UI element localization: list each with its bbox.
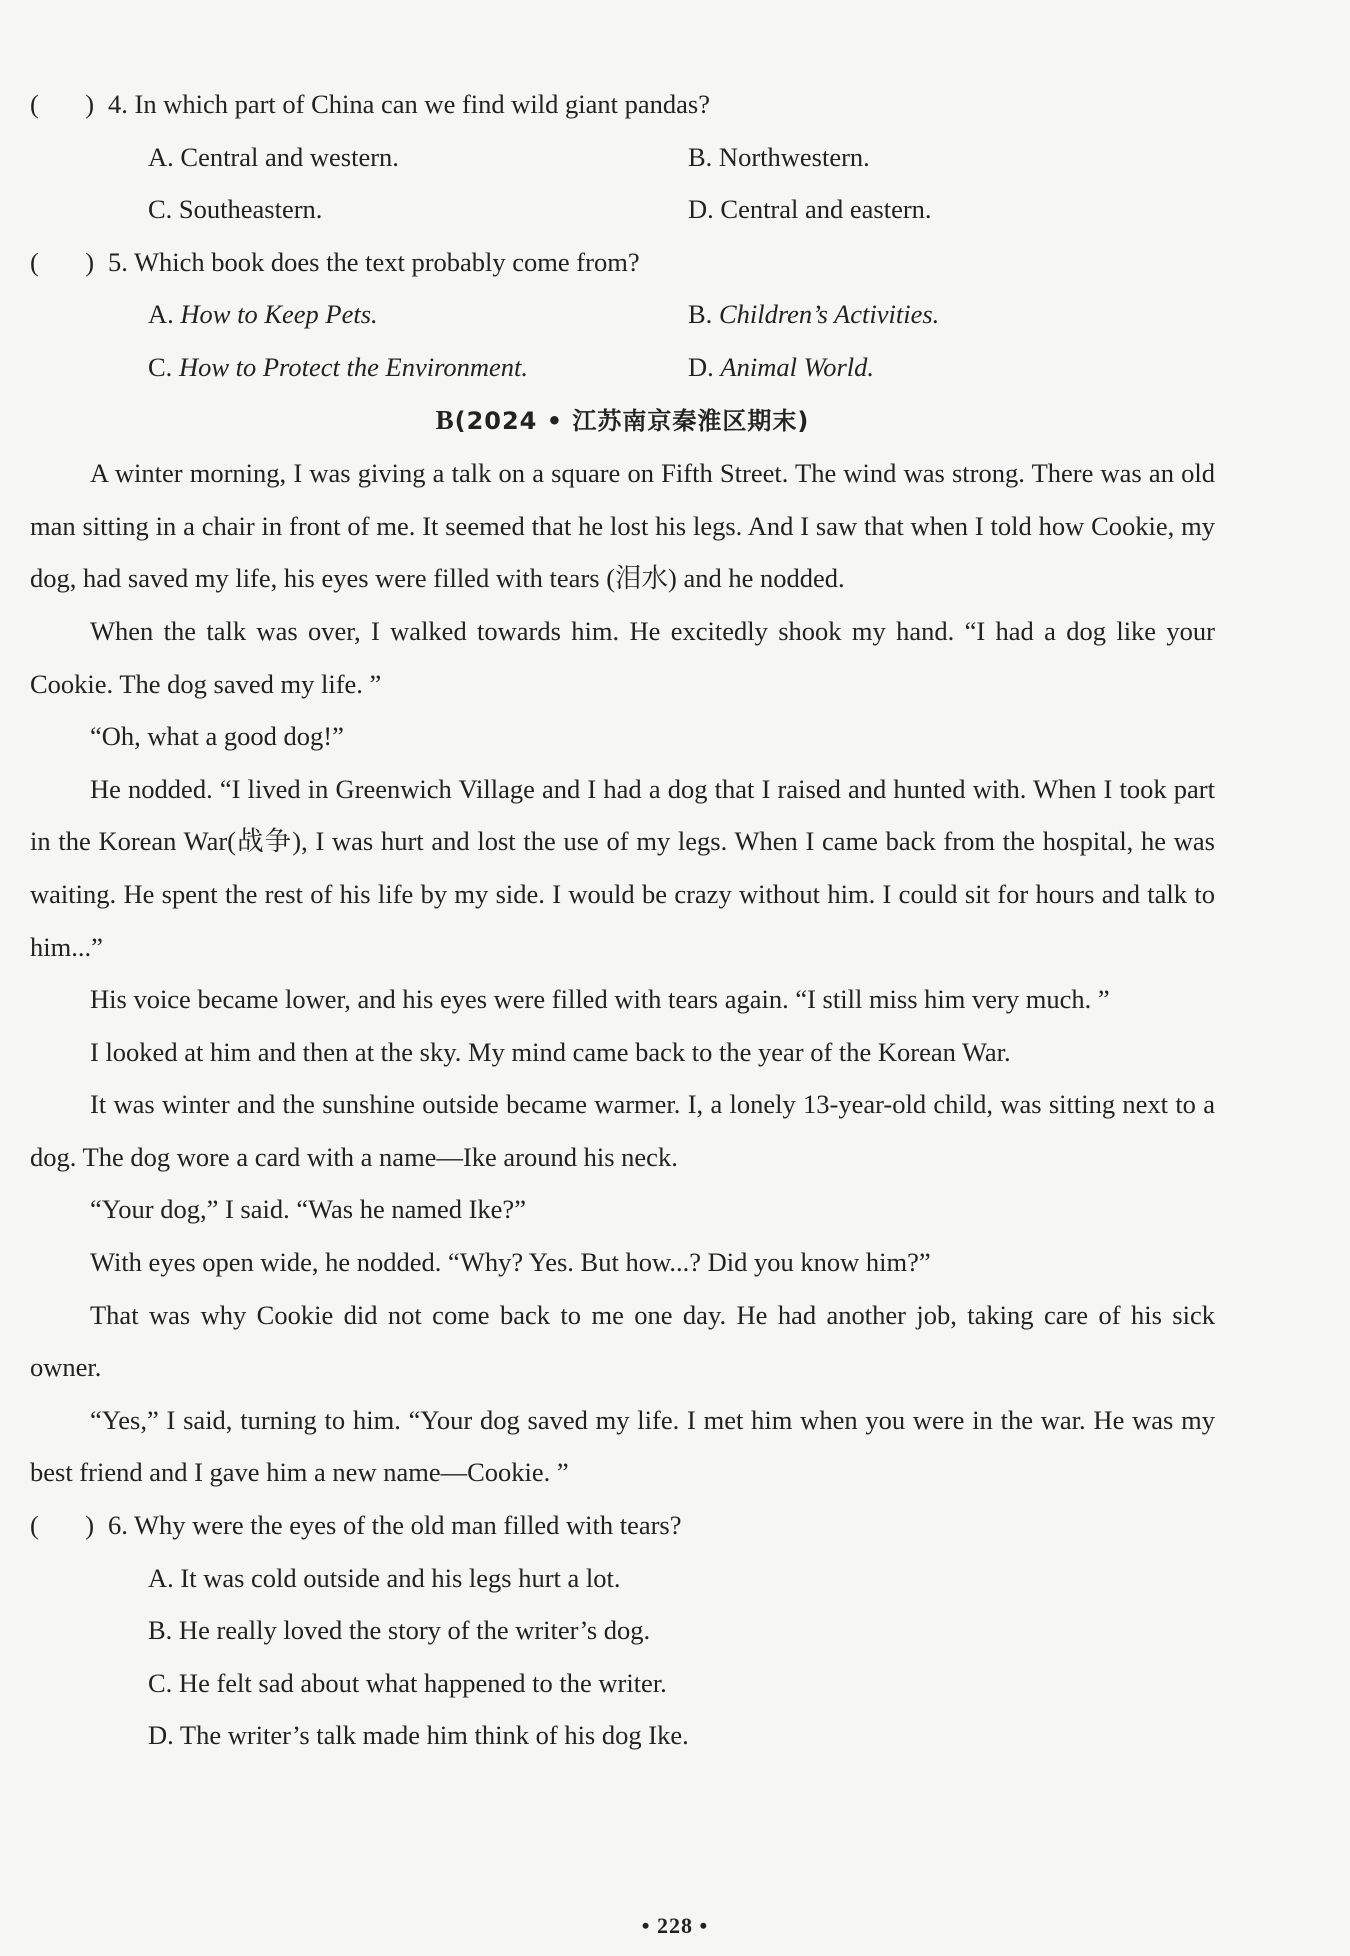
passage-paragraph: I looked at him and then at the sky. My mind came back to the year of the Korean War. bbox=[90, 1036, 1011, 1067]
passage-paragraph: “Oh, what a good dog!” bbox=[90, 721, 344, 752]
question-6 bbox=[30, 1499, 1215, 1552]
answer-blank[interactable]: ( ) bbox=[30, 246, 95, 277]
option-b[interactable] bbox=[688, 288, 1215, 341]
question-5 bbox=[30, 236, 1215, 289]
passage-paragraph: “Yes,” I said, turning to him. “Your dog saved my life. I met him when you were in the war. He was my best friend and I gave him a new name—Cookie. ” bbox=[30, 1404, 1215, 1488]
option-letter: A. bbox=[148, 299, 181, 330]
passage-paragraph: With eyes open wide, he nodded. “Why? Yes. But how...? Did you know him?” bbox=[90, 1247, 931, 1278]
option-a[interactable]: A. It was cold outside and his legs hurt a lot. bbox=[148, 1562, 621, 1593]
passage-paragraph: He nodded. “I lived in Greenwich Village and I had a dog that I raised and hunted with. When I took part in the Korean War(战争), I was hurt and lost the use of my legs. When I came back from the hospital, he was waiting. He spent the rest of his life by my side. I would be crazy without him. I could sit for hours and talk to him...” bbox=[30, 773, 1215, 962]
passage-paragraph: That was why Cookie did not come back to me one day. He had another job, taking care of his sick owner. bbox=[30, 1299, 1215, 1383]
option-text: How to Protect the Environment. bbox=[178, 351, 529, 382]
passage-paragraph: When the talk was over, I walked towards him. He excitedly shook my hand. “I had a dog like your Cookie. The dog saved my life. ” bbox=[30, 615, 1215, 699]
option-d[interactable]: D. The writer’s talk made him think of his dog Ike. bbox=[148, 1720, 689, 1751]
question-4 bbox=[30, 78, 1215, 131]
passage-paragraph: His voice became lower, and his eyes were filled with tears again. “I still miss him very much. ” bbox=[90, 984, 1110, 1015]
option-c[interactable]: C. Southeastern. bbox=[148, 194, 323, 225]
options-row bbox=[30, 288, 1215, 341]
section-letter: B bbox=[435, 404, 455, 435]
options-row bbox=[30, 183, 1215, 236]
options-row bbox=[30, 131, 1215, 184]
question-stem: 4. In which part of China can we find wild giant pandas? bbox=[108, 89, 710, 119]
option-d[interactable] bbox=[688, 341, 1215, 394]
answer-blank[interactable]: ( ) bbox=[30, 89, 95, 119]
option-a[interactable] bbox=[148, 288, 688, 341]
option-text: How to Keep Pets. bbox=[180, 299, 378, 330]
page-number: • 228 • bbox=[641, 1913, 709, 1938]
option-b[interactable]: B. He really loved the story of the writer’s dog. bbox=[148, 1615, 651, 1646]
section-source: (2024 • 江苏南京秦淮区期末) bbox=[454, 406, 810, 435]
option-b[interactable]: B. Northwestern. bbox=[688, 141, 870, 172]
option-letter: C. bbox=[148, 351, 179, 382]
option-letter: B. bbox=[688, 299, 719, 330]
document-page bbox=[30, 78, 1215, 1762]
question-stem: 5. Which book does the text probably come from? bbox=[108, 246, 640, 277]
option-text: Children’s Activities. bbox=[718, 299, 940, 330]
passage-paragraph: “Your dog,” I said. “Was he named Ike?” bbox=[90, 1194, 526, 1225]
answer-blank[interactable]: ( ) bbox=[30, 1510, 95, 1541]
options-row bbox=[30, 341, 1215, 394]
option-a[interactable]: A. Central and western. bbox=[148, 141, 399, 172]
option-letter: D. bbox=[688, 351, 721, 382]
option-c[interactable]: C. He felt sad about what happened to the writer. bbox=[148, 1667, 667, 1698]
section-title bbox=[30, 394, 1215, 448]
question-stem: 6. Why were the eyes of the old man filled with tears? bbox=[108, 1510, 682, 1541]
passage-paragraph: It was winter and the sunshine outside became warmer. I, a lonely 13-year-old child, was sitting next to a dog. The dog wore a card with a name—Ike around his neck. bbox=[30, 1089, 1215, 1172]
option-d[interactable]: D. Central and eastern. bbox=[688, 194, 932, 225]
option-text: Animal World. bbox=[720, 351, 875, 382]
passage-paragraph: A winter morning, I was giving a talk on a square on Fifth Street. The wind was strong. There was an old man sitting in a chair in front of me. It seemed that he lost his legs. And I saw that when I told how Cookie, my dog, had saved my life, his eyes were filled with tears (泪水) and he nodded. bbox=[30, 458, 1215, 594]
option-c[interactable] bbox=[148, 341, 688, 394]
